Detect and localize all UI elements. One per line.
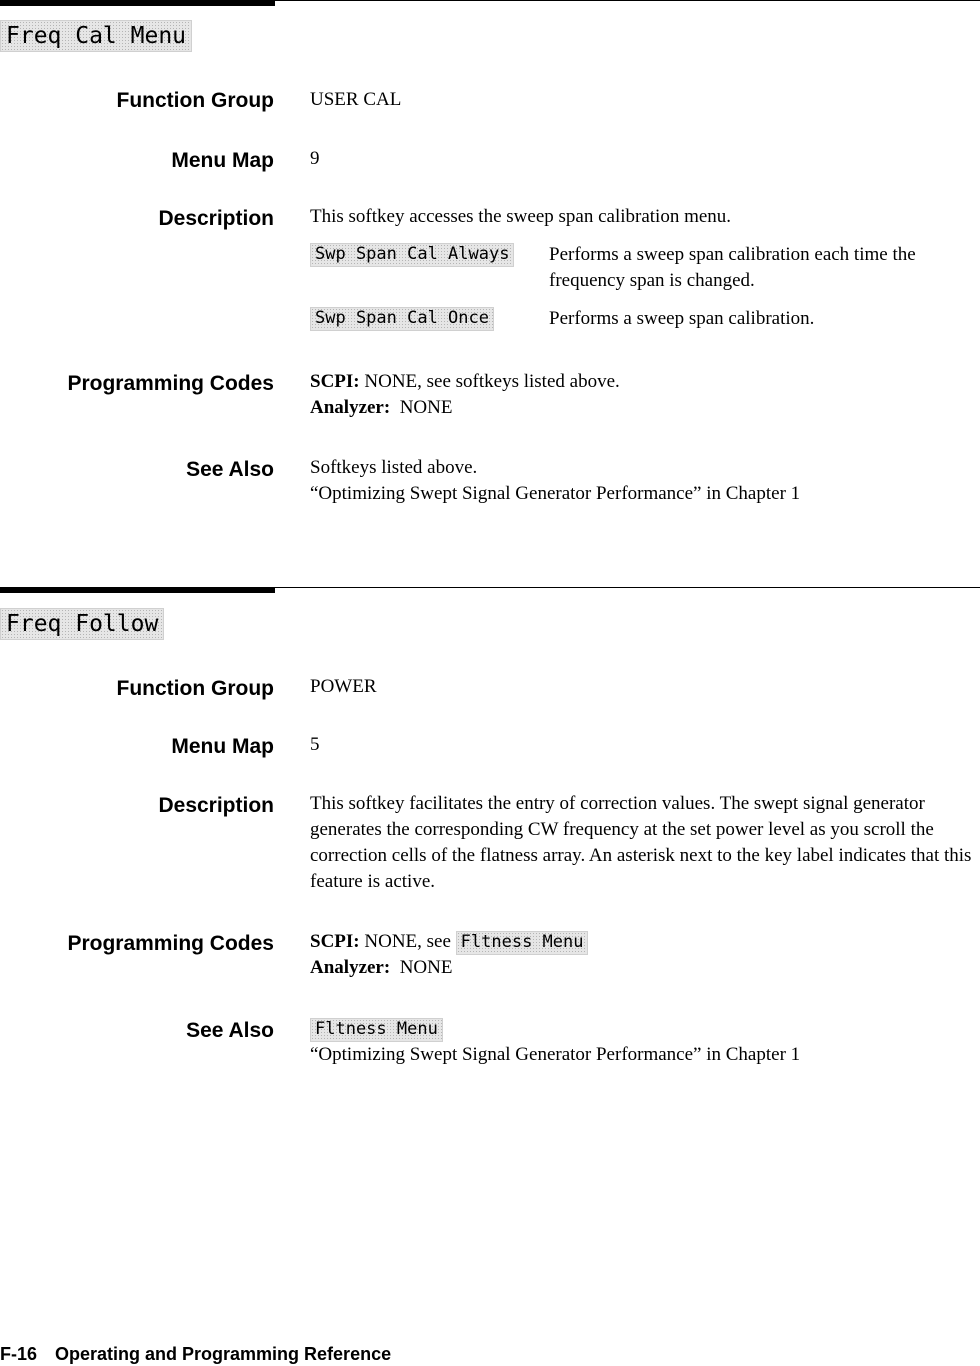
analyzer-value: NONE (399, 957, 453, 978)
see-also-line (310, 1016, 978, 1042)
entry-title[interactable]: Freq Follow (0, 608, 164, 640)
softkey-fltness-menu[interactable]: Fltness Menu (456, 931, 589, 955)
analyzer-line (310, 395, 978, 421)
analyzer-value: NONE (399, 397, 453, 418)
see-also-label: See Also (186, 458, 274, 481)
description-text: This softkey accesses the sweep span calibration menu. (310, 206, 732, 227)
softkey-swp-span-cal-once[interactable]: Swp Span Cal Once (310, 307, 494, 331)
analyzer-line (310, 955, 978, 981)
softkey-fltness-menu[interactable]: Fltness Menu (310, 1018, 443, 1042)
section-rule (0, 587, 275, 593)
see-also-value (310, 1016, 978, 1068)
programming-codes-value (310, 929, 978, 981)
section-rule (0, 0, 275, 6)
description-label: Description (158, 207, 274, 230)
see-also-line: Softkeys listed above. (310, 457, 478, 478)
page-footer (0, 1344, 409, 1365)
function-group-value: USER CAL (310, 89, 402, 110)
description-label: Description (158, 794, 274, 817)
function-group-label: Function Group (116, 89, 274, 112)
see-also-value (310, 455, 978, 507)
section-rule-thin (275, 587, 980, 588)
see-also-line: “Optimizing Swept Signal Generator Performance” in Chapter 1 (310, 1044, 801, 1065)
programming-codes-label: Programming Codes (67, 932, 274, 955)
programming-codes-value (310, 369, 978, 421)
menu-map-value: 5 (310, 734, 320, 755)
programming-codes-label: Programming Codes (67, 372, 274, 395)
softkey-swp-span-cal-always[interactable]: Swp Span Cal Always (310, 243, 514, 267)
softkey-description: Performs a sweep span calibration. (549, 308, 815, 329)
page-number: F-16 (0, 1344, 38, 1364)
see-also-line: “Optimizing Swept Signal Generator Performance” in Chapter 1 (310, 483, 801, 504)
analyzer-label: Analyzer: (310, 397, 391, 418)
entry-title[interactable]: Freq Cal Menu (0, 20, 192, 52)
menu-map-value: 9 (310, 148, 320, 169)
section-name: Operating and Programming Reference (55, 1344, 392, 1364)
menu-map-label: Menu Map (171, 149, 274, 172)
function-group-value: POWER (310, 676, 377, 697)
see-also-label: See Also (186, 1019, 274, 1042)
analyzer-label: Analyzer: (310, 957, 391, 978)
scpi-value: NONE, see (364, 931, 451, 952)
softkey-description: Performs a sweep span calibration each time the frequency span is changed. (549, 244, 916, 291)
function-group-label: Function Group (116, 677, 274, 700)
scpi-line (310, 369, 978, 395)
section-rule-thin (275, 0, 980, 1)
scpi-line (310, 929, 978, 955)
scpi-value: NONE, see softkeys listed above. (364, 371, 620, 392)
menu-map-label: Menu Map (171, 735, 274, 758)
scpi-label: SCPI: (310, 371, 360, 392)
scpi-label: SCPI: (310, 931, 360, 952)
description-text: This softkey facilitates the entry of correction values. The swept signal generator generates the corresponding CW frequency at the set power level as you scroll the correction cells of the flatness array. An asterisk next to the key label indicates that this feature is active. (310, 793, 972, 892)
